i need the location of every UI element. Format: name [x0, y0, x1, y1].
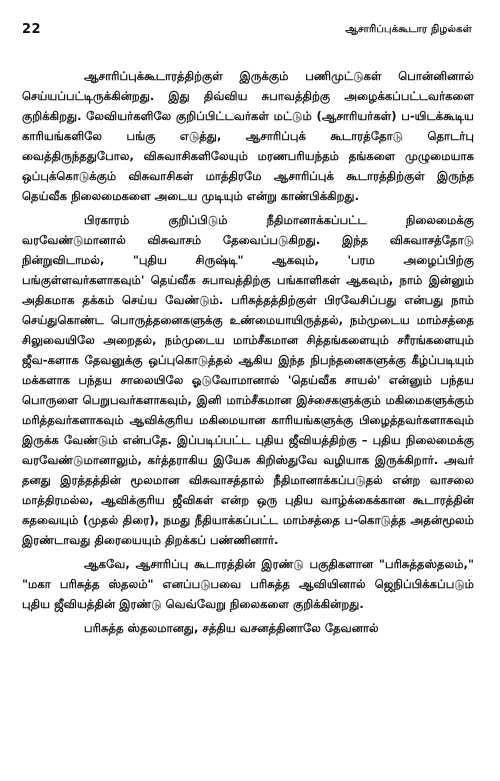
paragraph: பரிசுத்த ஸ்தலமானது, சத்திய வசனத்தினாலே தேவனால் — [84, 621, 379, 635]
running-head: ஆசாரிப்புக்கூடார நிழல்கள் — [345, 24, 472, 35]
paragraph: ஆசாரிப்புக்கூடாரத்திற்குள் இருக்கும் பணிமுட்டுகள் பொன்னினால் செய்யப்பட்டிருக்கின்றது. இது திவ்விய சுபாவத்திற்கு அழைக்கப்பட்டவர்களை குறிக்கிறது. லேவியர்களிலே குறிப்பிட்டவர்கள் மட்டும் (ஆசாரியர்கள்) ப-யிடக்கூடிய காரியங்களிலே பங்கு எடுத்து, ஆசாரிப்புக் கூடாரத்தோடு தொடர்பு வைத்திருந்ததுபோல, விசுவாசிகளிலேயும் மரணபரியந்தம் தங்களை முழுமையாக ஒப்புக்கொடுக்கும் விசுவாசிகள் மாத்திரமே ஆசாரிப்புக் கூடாரத்திற்குள் இருந்த தெய்வீக நிலைமைகளை அடைய முடியும் என்று காண்பிக்கிறது. — [22, 69, 474, 203]
paragraph: பிரகாரம் குறிப்பிடும் நீதிமானாக்கப்பட்ட நிலைமைக்கு வரவேண்டுமானால் விசுவாசம் தேவைப்படுகிறது. இந்த விசுவாசத்தோடு நின்றுவிடாமல், "புதிய சிருஷ்டி" ஆகவும், 'பரம அழைப்பிற்கு பங்குள்ளவர்களாகவும்' தெய்வீக சுபாவத்திற்கு பங்காளிகள் ஆகவும், நாம் இன்னும் அதிகமாக தக்கம் செய்ய வேண்டும். பரிசுத்தத்திற்குள் பிரவேசிப்பது என்பது நாம் செய்துகொண்ட பொருத்தனைகளுக்கு உண்மையாயிருத்தல், நம்முடைய மாம்சத்தை சிலுவையிலே அறைதல், நம்முடைய மாம்சீகமான சித்தங்களையும் சரீரங்களையும் ஜீவ-களாக தேவனுக்கு ஒப்புகொடுத்தல் ஆகிய இந்த நிபந்தனைகளுக்கு கீழ்ப்படியும் மக்களாக பந்தய சாலையிலே ஓடுவோமானால் 'தெய்வீக சாயல்' என்னும் பந்தய பொருளை பெறுபவர்களாகவும், இனி மாம்சீகமான இச்சைகளுக்கும் மகிமைகளுக்கும் மரித்தவர்களாகவும் ஆவிக்குரிய மகிமையான காரியங்களுக்கு பிழைத்தவர்களாகவும் இருக்க வேண்டும் என்பதே. இப்படிப்பட்ட புதிய ஜீவியத்திற்கு – புதிய நிலைமைக்கு வரவேண்டுமானாலும், கர்த்தராகிய இயேசு கிறிஸ்துவே வழியாக இருக்கிறார். அவர் தனது இரத்தத்தின் மூலமான விசுவாசத்தால் நீதிமானாக்கப்படுதல் என்ற வாசலை மாத்திரமல்ல, ஆவிக்குரிய ஜீவிகள் என்ற ஒரு புதிய வாழ்க்கைக்கான கூடாரத்தின் கதவையும் (முதல் திரை), நமது நீதியாக்கப்பட்ட மாம்சத்தை ப-கொடுத்த அதன்மூலம் இரண்டாவது திரையையும் திறக்கப் பண்ணினார். — [22, 213, 474, 547]
paragraph: ஆகவே, ஆசாரிப்பு கூடாரத்தின் இரண்டு பகுதிகளான "பரிசுத்தஸ்தலம்," "மகா பரிசுத்த ஸ்தலம்" எனப்படுபவை பரிசுத்த ஆவியினால் ஜெநிப்பிக்கப்படும் புதிய ஜீவியத்தின் இரண்டு வெவ்வேறு நிலைகளை குறிக்கின்றது. — [22, 557, 474, 611]
page-number: 22 — [22, 22, 42, 37]
body-text — [22, 66, 474, 642]
